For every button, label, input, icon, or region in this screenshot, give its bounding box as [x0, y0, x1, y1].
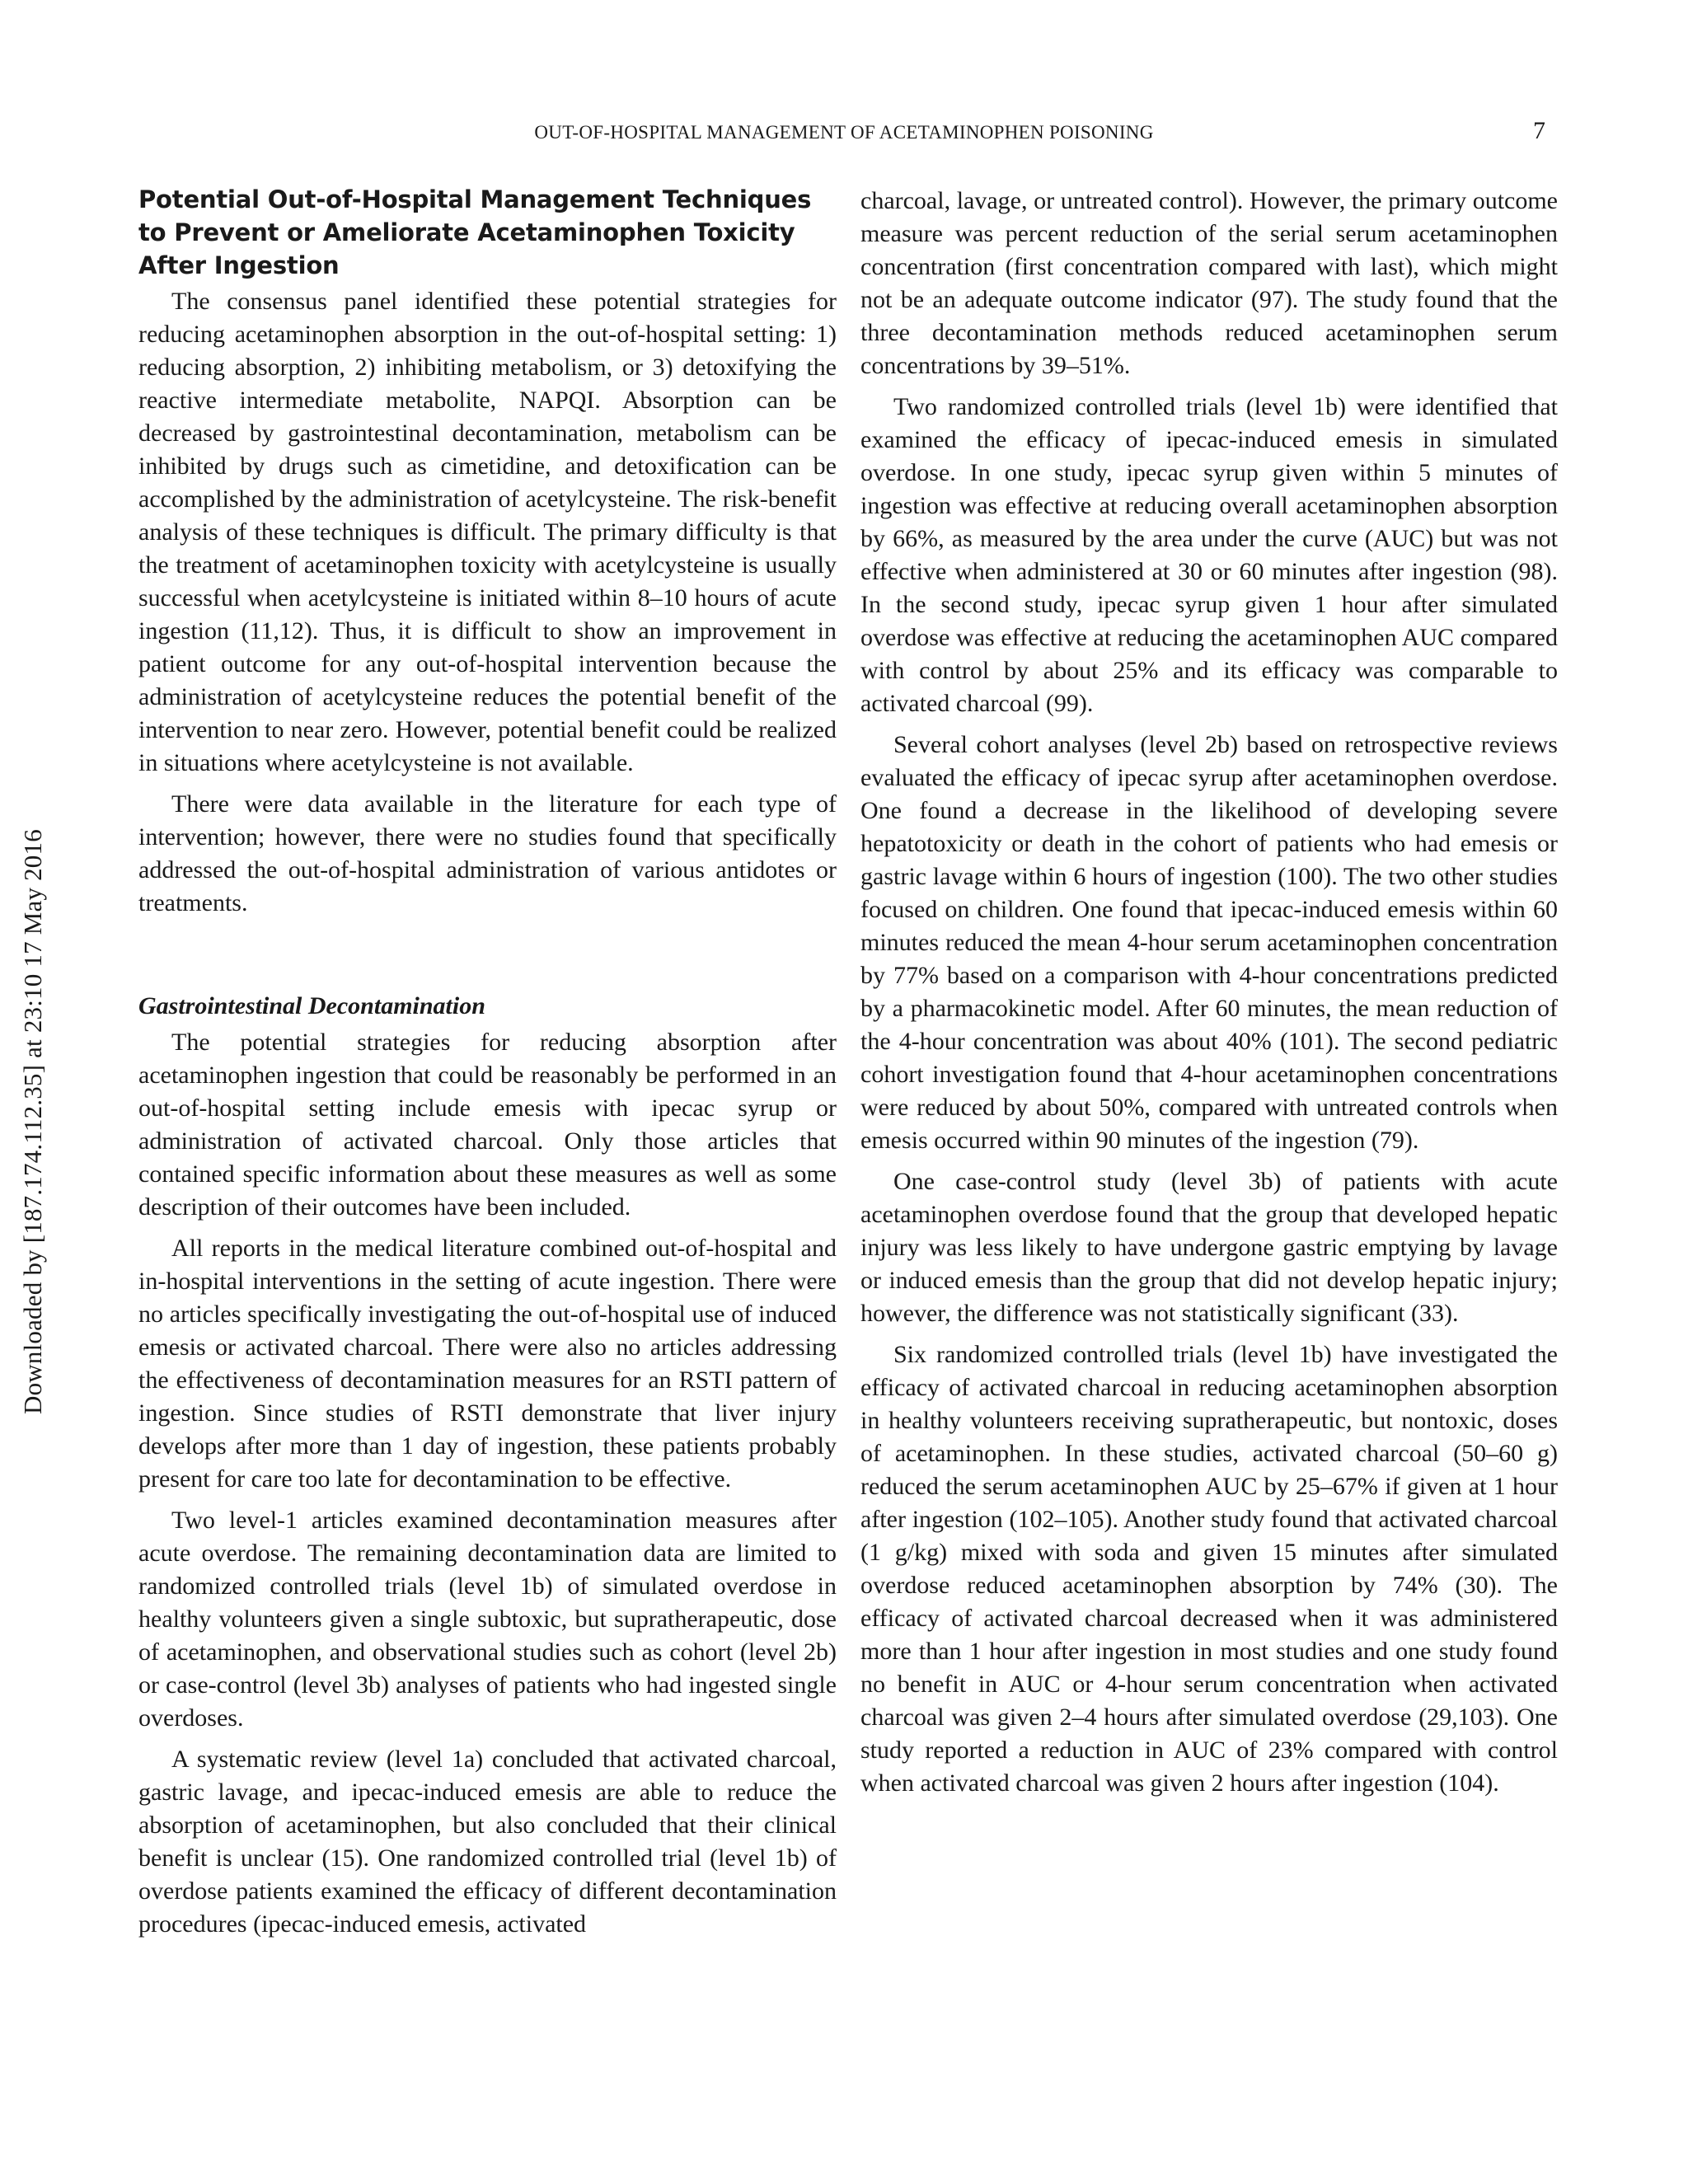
page-number: 7 [1533, 117, 1545, 144]
left-column [138, 183, 837, 1941]
body-paragraph: Two randomized controlled trials (level 1b) were identified that examined the efficacy of ipecac-induced emesis in simulated overdose. In one study, ipecac syrup given within 5 minutes of ingestion was effective at reducing overall acetaminophen absorption by 66%, as measured by the area under the curve (AUC) but was not effective when administered at 30 or 60 minutes after ingestion (98). In the second study, ipecac syrup given 1 hour after simulated overdose was effective at reducing the acetaminophen AUC compared with control by about 25% and its efficacy was comparable to activated charcoal (99). [860, 393, 1558, 717]
body-paragraph: Six randomized controlled trials (level 1b) have investigated the efficacy of activated charcoal in reducing acetaminophen absorption in healthy volunteers receiving supratherapeutic, but nontoxic, doses of acetaminophen. In these studies, activated charcoal (50–60 g) reduced the serum acetaminophen AUC by 25–67% if given at 1 hour after ingestion (102–105). Another study found that activated charcoal (1 g/kg) mixed with soda and given 15 minutes after simulated overdose reduced acetaminophen absorption by 74% (30). The efficacy of activated charcoal decreased when it was administered more than 1 hour after ingestion in most studies and one study found no benefit in AUC or 4-hour serum concentration when activated charcoal was given 2–4 hours after simulated overdose (29,103). One study reported a reduction in AUC of 23% compared with control when activated charcoal was given 2 hours after ingestion (104). [860, 1341, 1558, 1797]
body-paragraph: There were data available in the literature for each type of intervention; however, there were no studies found that specifically addressed the out-of-hospital administration of various antidotes or treatments. [138, 790, 837, 916]
body-paragraph: One case-control study (level 3b) of patients with acute acetaminophen overdose found that the group that developed hepatic injury was less likely to have undergone gastric emptying by lavage or induced emesis than the group that did not develop hepatic injury; however, the difference was not statistically significant (33). [860, 1168, 1558, 1327]
body-paragraph: The consensus panel identified these potential strategies for reducing acetaminophen absorption in the out-of-hospital setting: 1) reducing absorption, 2) inhibiting metabolism, or 3) detoxifying the reactive intermediate metabolite, NAPQI. Absorption can be decreased by gastrointestinal decontamination, metabolism can be inhibited by drugs such as cimetidine, and detoxification can be accomplished by the administration of acetylcysteine. The risk-benefit analysis of these techniques is difficult. The primary difficulty is that the treatment of acetaminophen toxicity with acetylcysteine is usually successful when acetylcysteine is initiated within 8–10 hours of acute ingestion (11,12). Thus, it is difficult to show an improvement in patient outcome for any out-of-hospital intervention because the administration of acetylcysteine reduces the potential benefit of the intervention to near zero. However, potential benefit could be realized in situations where acetylcysteine is not available. [138, 288, 837, 776]
right-column [860, 185, 1558, 1800]
download-notice-text: Downloaded by [187.174.112.35] at 23:10 17 May 2016 [18, 829, 47, 1414]
body-paragraph: Several cohort analyses (level 2b) based on retrospective reviews evaluated the efficacy of ipecac syrup after acetaminophen overdose. One found a decrease in the likelihood of developing severe hepatotoxicity or death in the cohort of patients who had emesis or gastric lavage within 6 hours of ingestion (100). The two other studies focused on children. One found that ipecac-induced emesis within 60 minutes reduced the mean 4-hour serum acetaminophen concentration by 77% based on a comparison with 4-hour concentrations predicted by a pharmacokinetic model. After 60 minutes, the mean reduction of the 4-hour concentration was about 40% (101). The second pediatric cohort investigation found that 4-hour acetaminophen concentrations were reduced by about 50%, compared with untreated controls when emesis occurred within 90 minutes of the ingestion (79). [860, 731, 1558, 1154]
body-paragraph: A systematic review (level 1a) concluded that activated charcoal, gastric lavage, and ipecac-induced emesis are able to reduce the absorption of acetaminophen, but also concluded that their clinical benefit is unclear (15). One randomized controlled trial (level 1b) of overdose patients examined the efficacy of different decontamination procedures (ipecac-induced emesis, activated [138, 1746, 837, 1938]
running-header: OUT-OF-HOSPITAL MANAGEMENT OF ACETAMINOPHEN POISONING [534, 122, 1154, 143]
continued-paragraph: charcoal, lavage, or untreated control). However, the primary outcome measure was percent reduction of the serial serum acetaminophen concentration (first concentration compared with last), which might not be an adequate outcome indicator (97). The study found that the three decontamination methods reduced acetaminophen serum concentrations by 39–51%. [860, 187, 1558, 379]
subsection-heading: Gastrointestinal Decontamination [138, 992, 485, 1019]
body-paragraph: Two level-1 articles examined decontamination measures after acute overdose. The remaining decontamination data are limited to randomized controlled trials (level 1b) of simulated overdose in healthy volunteers given a single subtoxic, but supratherapeutic, dose of acetaminophen, and observational studies such as cohort (level 2b) or case-control (level 3b) analyses of patients who had ingested single overdoses. [138, 1507, 837, 1732]
body-paragraph: The potential strategies for reducing absorption after acetaminophen ingestion that could be reasonably be performed in an out-of-hospital setting include emesis with ipecac syrup or administration of activated charcoal. Only those articles that contained specific information about these measures as well as some description of their outcomes have been included. [138, 1029, 837, 1221]
section-heading: Potential Out-of-Hospital Management Techniques to Prevent or Ameliorate Acetaminophen Toxicity After Ingestion [138, 185, 812, 279]
body-paragraph: All reports in the medical literature combined out-of-hospital and in-hospital interventions in the setting of acute ingestion. There were no articles specifically investigating the out-of-hospital use of induced emesis or activated charcoal. There were also no articles addressing the effectiveness of decontamination measures for an RSTI pattern of ingestion. Since studies of RSTI demonstrate that liver injury develops after more than 1 day of ingestion, these patients probably present for care too late for decontamination to be effective. [138, 1235, 837, 1493]
